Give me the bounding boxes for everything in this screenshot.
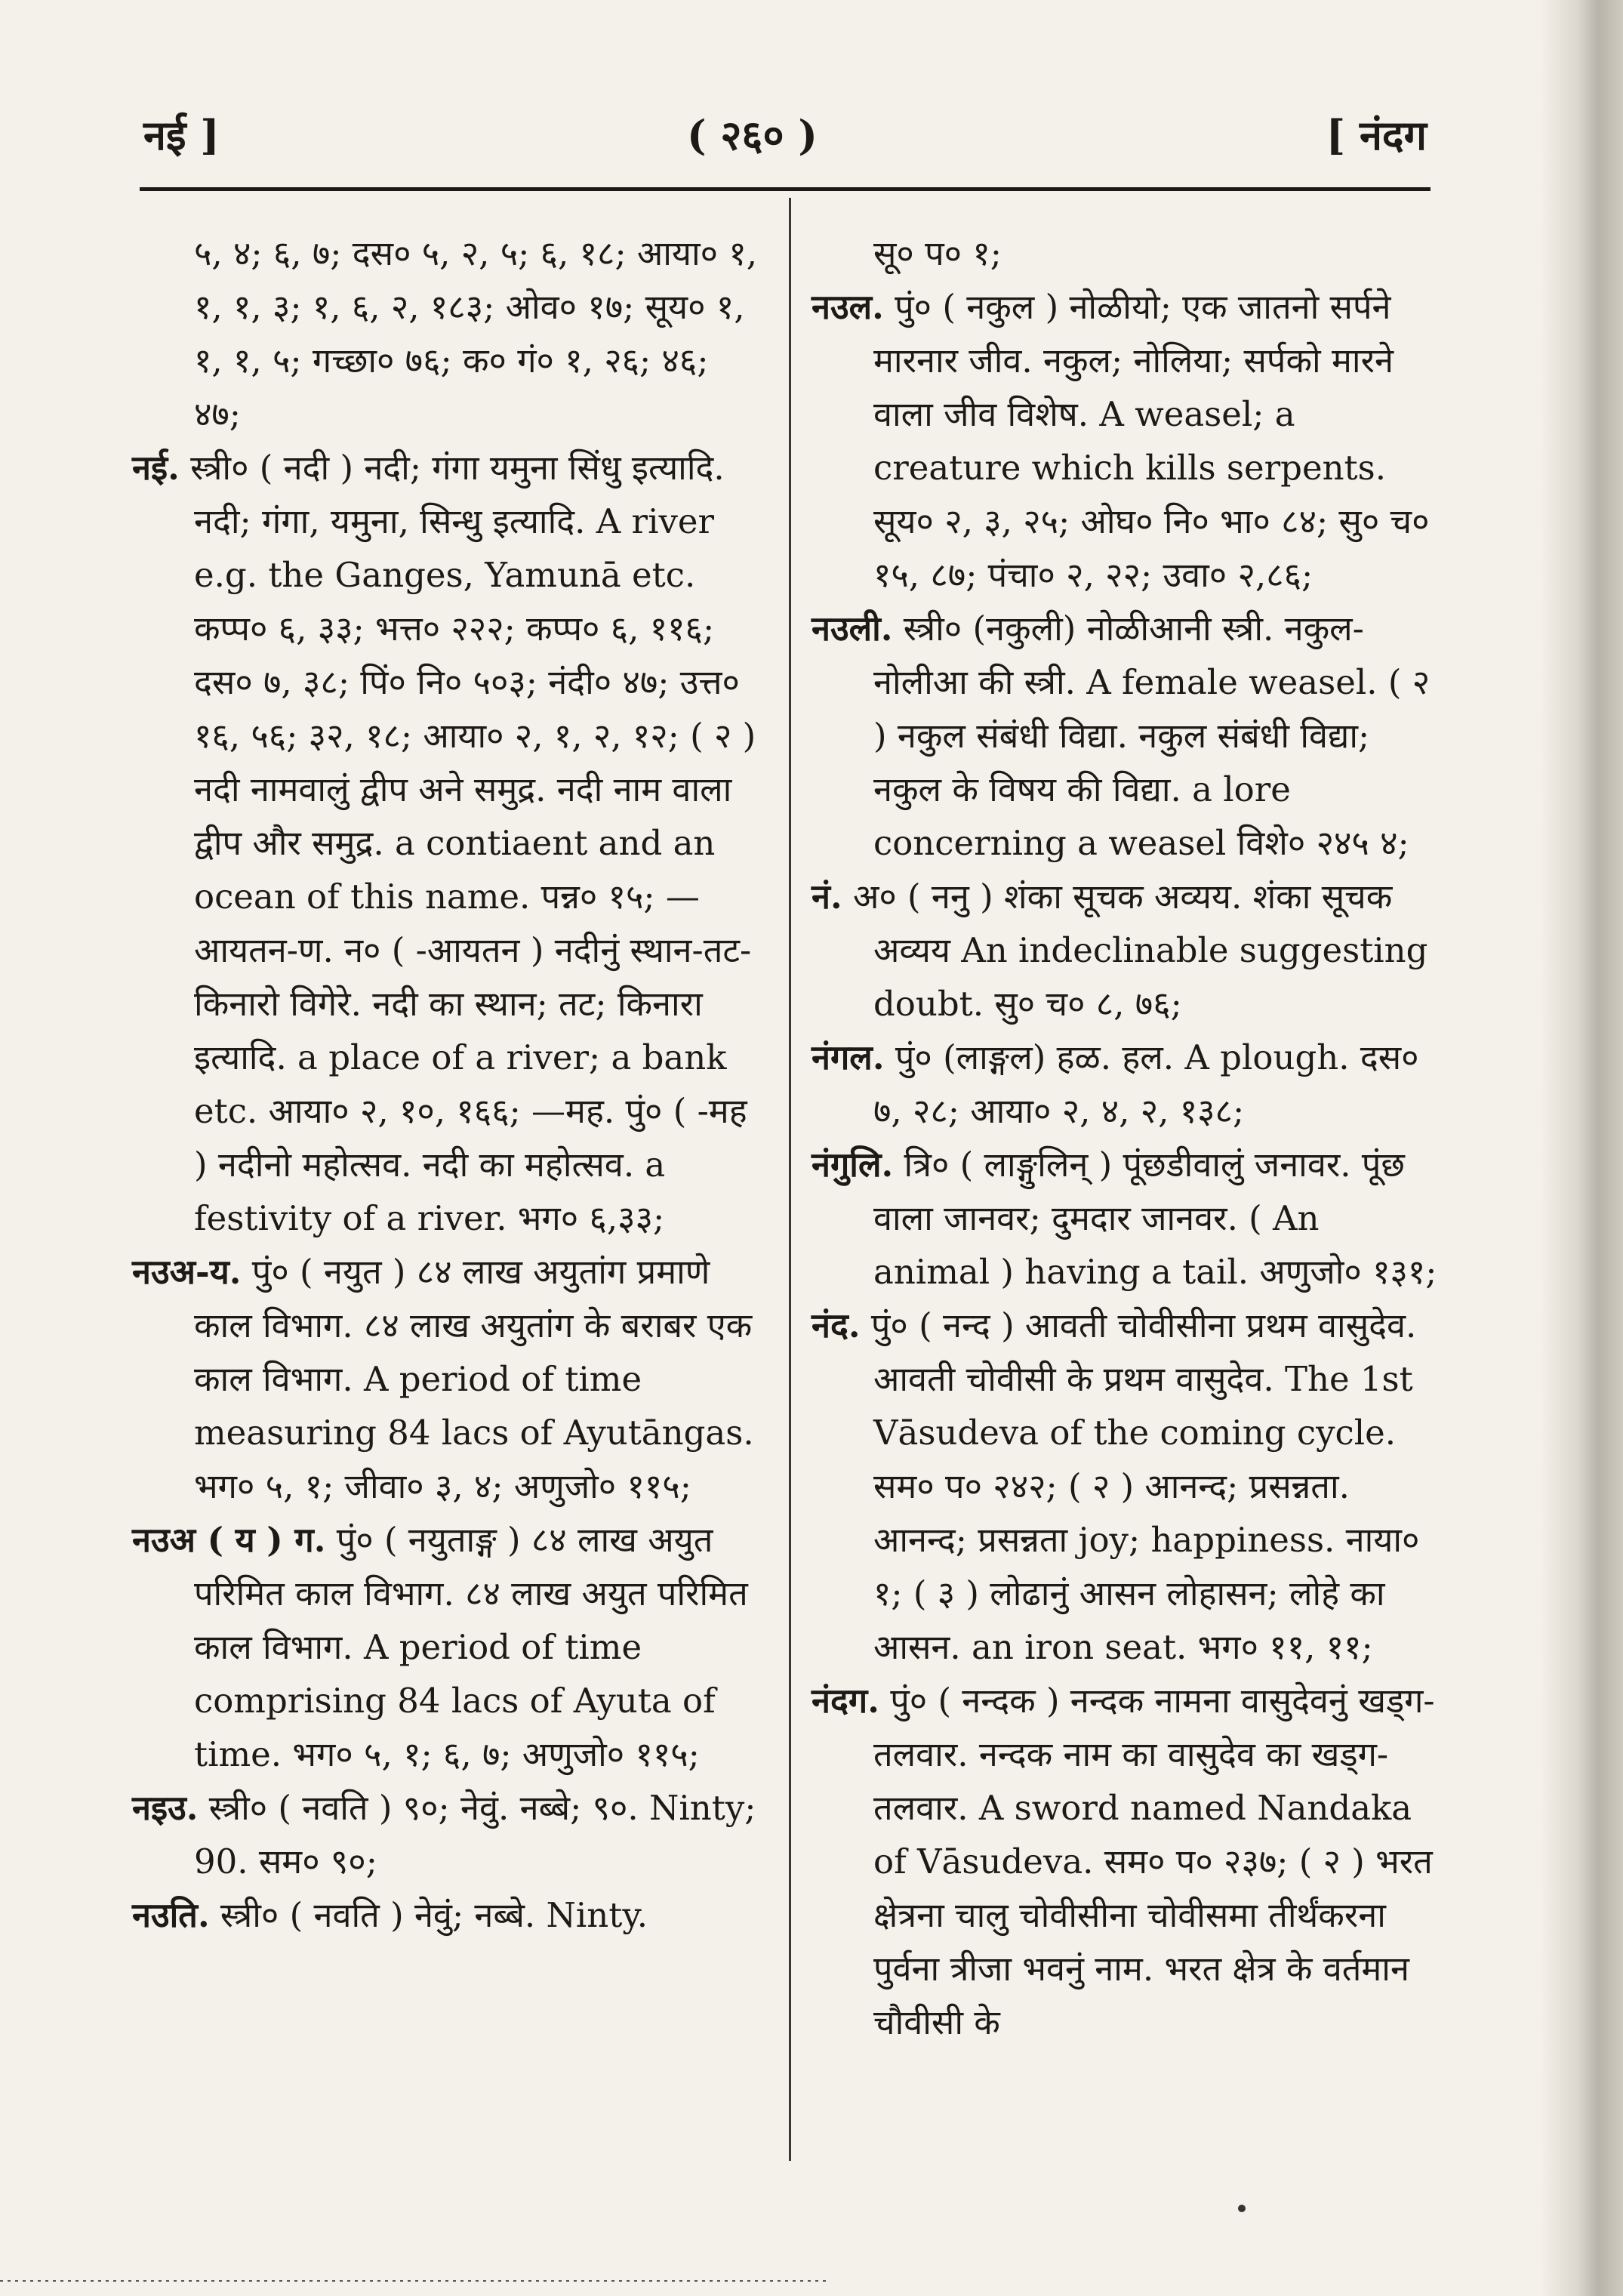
dictionary-entry (132, 1888, 759, 1942)
header-rule (140, 187, 1431, 191)
entry-body: स्त्री० ( नवति ) ९०; नेवुं. नब्बे; ९०. Ninty; 90. सम० ९०; (194, 1788, 756, 1881)
headword: नउअ-य. (132, 1252, 242, 1292)
dictionary-entry (132, 1245, 759, 1513)
entry-body: त्रि० ( लाङ्गुलिन् ) पूंछडीवालुं जनावर. पूंछ वाला जानवर; दुमदार जानवर. ( An animal ) having a tail. अणुजो० १३१; (873, 1145, 1437, 1292)
page-number: ( २६० ) (687, 111, 818, 159)
entry-body: स्त्री० ( नदी ) नदी; गंगा यमुना सिंधु इत्यादि. नदी; गंगा, यमुना, सिन्धु इत्यादि. A river e.g. the Ganges, Yamunā etc. कप्प० ६, ३३; भत्त० २२२; कप्प० ६, ११६; दस० ७, ३८; पिं० नि० ५०३; नंदी० ४७; उत्त० १६, ५६; ३२, १८; आया० २, १, २, १२; ( २ ) नदी नामवालुं द्वीप अने समुद्र. नदी नाम वाला द्वीप और समुद्र. a contiaent and an ocean of this name. पन्न० १५; —आयतन-ण. न० ( -आयतन ) नदीनुं स्थान-तट-किनारो विगेरे. नदी का स्थान; तट; किनारा इत्यादि. a place of a river; a bank etc. आया० २, १०, १६६; —मह. पुं० ( -मह ) नदीनो महोत्सव. नदी का महोत्सव. a festivity of a river. भग० ६,३३; (190, 448, 756, 1238)
dictionary-entry (132, 1513, 759, 1781)
dictionary-entry (812, 1674, 1438, 2049)
continuation-text: सू० प० १; (873, 233, 1002, 273)
entry-body: स्त्री० ( नवति ) नेवुं; नब्बे. Ninty. (220, 1895, 648, 1935)
headword: नई. (132, 448, 180, 488)
headword: नंदग. (812, 1681, 879, 1721)
entry-body: पुं० (लाङ्गल) हळ. हल. A plough. दस० ७, २८; आया० २, ४, २, १३८; (873, 1037, 1419, 1131)
dictionary-entry (812, 1299, 1438, 1674)
dictionary-entry (812, 1031, 1438, 1138)
dictionary-entry (812, 602, 1438, 870)
entry-body: पुं० ( नयुताङ्ग ) ८४ लाख अयुत परिमित काल विभाग. ८४ लाख अयुत परिमित काल विभाग. A period of time comprising 84 lacs of Ayuta of time. भग० ५, १; ६, ७; अणुजो० ११५; (194, 1520, 748, 1774)
ink-dot (1238, 2205, 1246, 2212)
headword: नं. (812, 877, 842, 917)
entry-body: पुं० ( नन्दक ) नन्दक नामना वासुदेवनुं खड्ग-तलवार. नन्दक नाम का वासुदेव का खड्ग-तलवार. A sword named Nandaka of Vāsudeva. सम० प० २३७; ( २ ) भरत क्षेत्रना चालु चोवीसीना चोवीसमा तीर्थंकरना पुर्वना त्रीजा भवनुं नाम. भरत क्षेत्र के वर्तमान चौवीसी के (873, 1681, 1435, 2042)
headword: नउल. (812, 287, 884, 327)
headword: नउली. (812, 609, 893, 649)
headword: नइउ. (132, 1788, 199, 1828)
dictionary-entry (812, 1138, 1438, 1299)
headword: नंद. (812, 1305, 861, 1345)
dictionary-entry (812, 280, 1438, 602)
entry-body: अ० ( ननु ) शंका सूचक अव्यय. शंका सूचक अव्यय An indeclinable suggesting doubt. सु० च० ८, ७६; (852, 877, 1428, 1024)
column-separator (789, 198, 791, 2161)
scanned-page-edge (1540, 0, 1623, 2296)
headword: नंगुलि. (812, 1145, 894, 1185)
page-header (143, 91, 1427, 174)
headword: नउअ ( य ) ग. (132, 1520, 326, 1560)
header-right-guideword: [ नंदग (1326, 111, 1427, 159)
entry-body: स्त्री० (नकुली) नोळीआनी स्त्री. नकुल-नोलीआ की स्त्री. A female weasel. ( २ ) नकुल संबंधी विद्या. नकुल संबंधी विद्या; नकुल के विषय की विद्या. a lore concerning a weasel विशे० २४५ ४; (873, 609, 1431, 863)
dictionary-entry (132, 441, 759, 1245)
entry-body: पुं० ( नकुल ) नोळीयो; एक जातनो सर्पने मारनार जीव. नकुल; नोलिया; सर्पको मारने वाला जीव विशेष. A weasel; a creature which kills serpents. सूय० २, ३, २५; ओघ० नि० भा० ८४; सु० च० १५, ८७; पंचा० २, २२; उवा० २,८६; (873, 287, 1430, 595)
right-column (812, 227, 1438, 2049)
scan-bottom-artifact (0, 2280, 830, 2282)
left-column (132, 227, 759, 1942)
headword: नंगल. (812, 1037, 885, 1077)
headword: नउति. (132, 1895, 210, 1935)
continuation-text: ५, ४; ६, ७; दस० ५, २, ५; ६, १८; आया० १, १, १, ३; १, ६, २, १८३; ओव० १७; सूय० १, १, १, ५; गच्छा० ७६; क० गं० १, २६; ४६; ४७; (194, 233, 758, 434)
dictionary-entry (132, 1781, 759, 1888)
entry-body: पुं० ( नयुत ) ८४ लाख अयुतांग प्रमाणे काल विभाग. ८४ लाख अयुतांग के बराबर एक काल विभाग. A period of time measuring 84 lacs of Ayutāngas. भग० ५, १; जीवा० ३, ४; अणुजो० ११५; (194, 1252, 754, 1506)
dictionary-entry (812, 870, 1438, 1031)
entry-body: पुं० ( नन्द ) आवती चोवीसीना प्रथम वासुदेव. आवती चोवीसी के प्रथम वासुदेव. The 1st Vāsudeva of the coming cycle. सम० प० २४२; ( २ ) आनन्द; प्रसन्नता. आनन्द; प्रसन्नता joy; happiness. नाया० १; ( ३ ) लोढानुं आसन लोहासन; लोहे का आसन. an iron seat. भग० ११, ११; (870, 1305, 1420, 1667)
header-left-guideword: नई ] (143, 111, 220, 159)
